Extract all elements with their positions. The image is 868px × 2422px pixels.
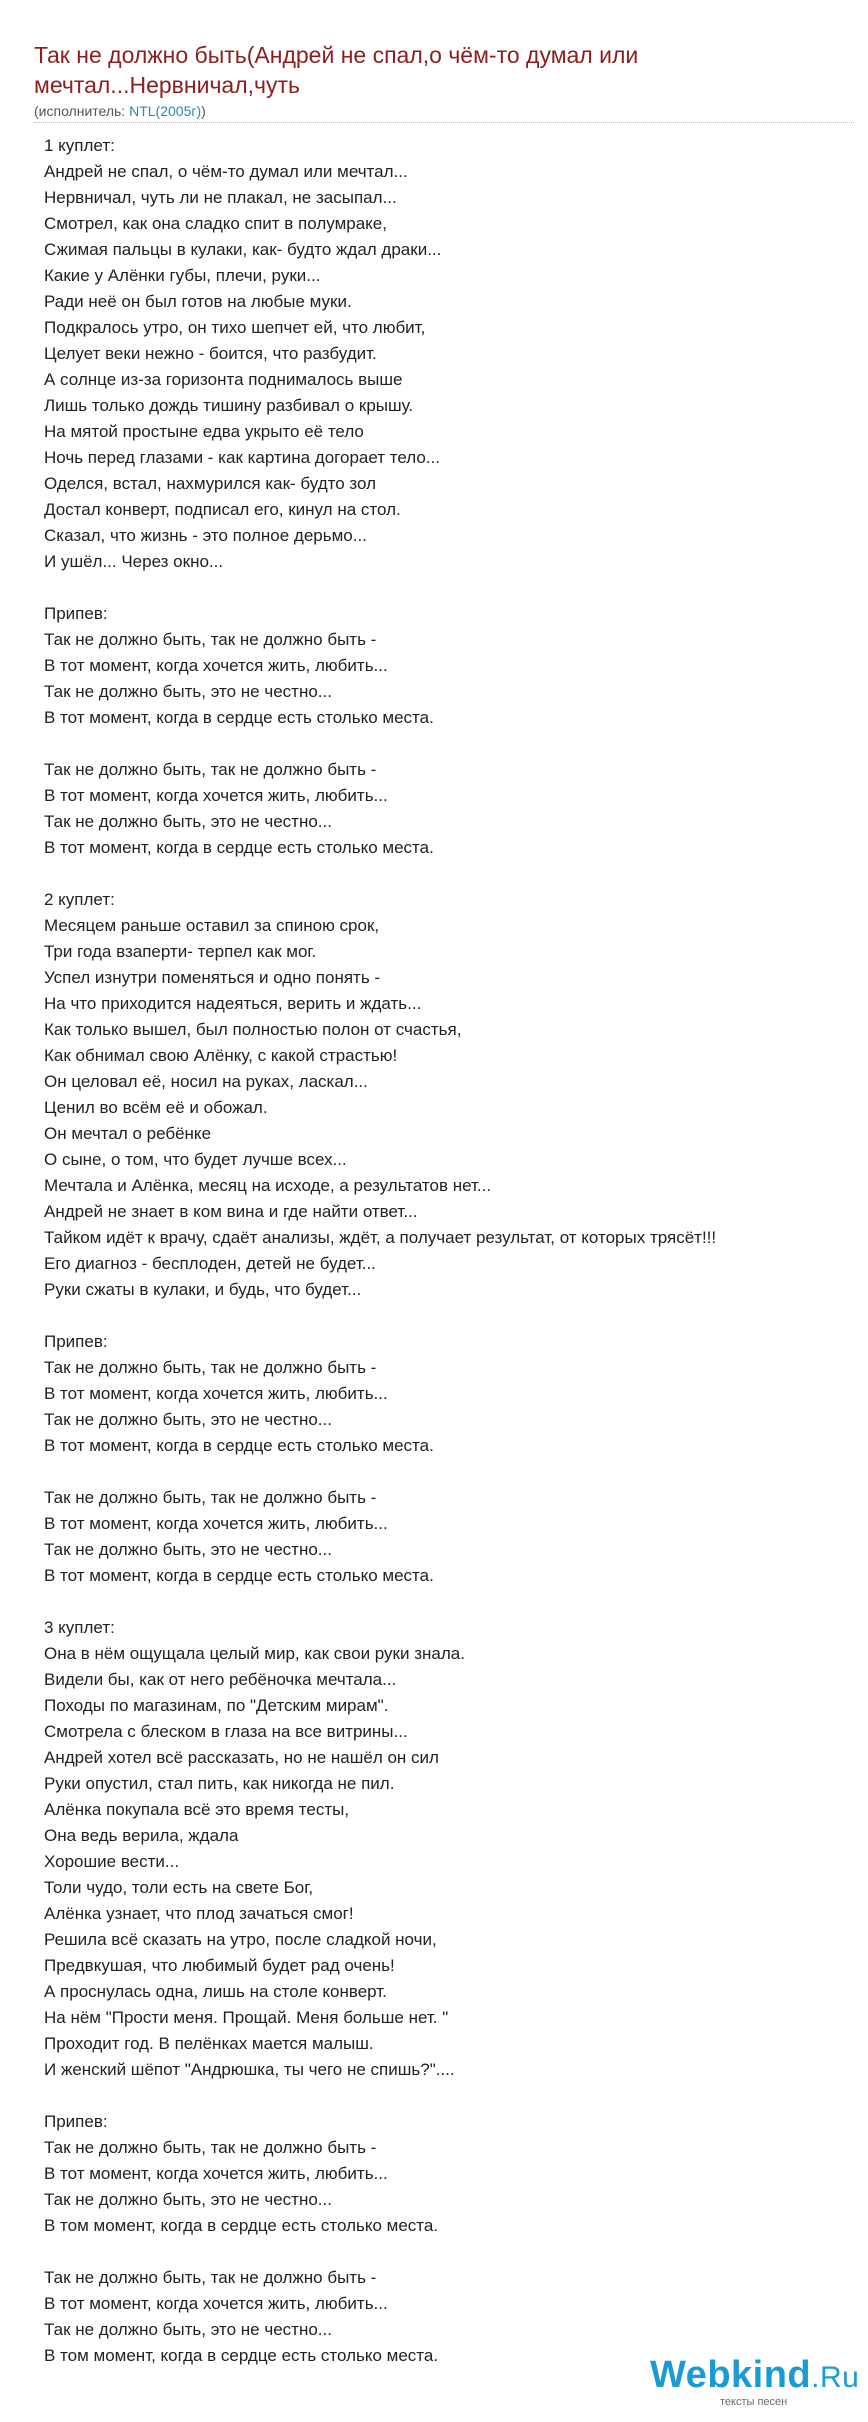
lyric-line: Целует веки нежно - боится, что разбудит. — [44, 344, 377, 363]
lyric-line: Так не должно быть, это не честно... — [44, 1410, 332, 1429]
artist-line — [34, 102, 864, 120]
lyric-line: Смотрел, как она сладко спит в полумраке, — [44, 214, 387, 233]
lyric-line: Она в нём ощущала целый мир, как свои руки знала. — [44, 1644, 465, 1663]
lyric-line: Оделся, встал, нахмурился как- будто зол — [44, 474, 376, 493]
lyric-line: В тот момент, когда хочется жить, любить... — [44, 1384, 388, 1403]
lyric-line: Решила всё сказать на утро, после сладкой ночи, — [44, 1930, 437, 1949]
lyric-line: На нём "Прости меня. Прощай. Меня больше нет. " — [44, 2008, 449, 2027]
lyrics-body — [44, 133, 864, 2369]
lyric-line: Походы по магазинам, по "Детским мирам". — [44, 1696, 389, 1715]
lyric-line: В том момент, когда в сердце есть столько места. — [44, 2346, 439, 2365]
lyric-line: Так не должно быть, это не честно... — [44, 682, 332, 701]
lyric-line: Три года взаперти- терпел как мог. — [44, 942, 317, 961]
lyric-line: В тот момент, когда в сердце есть столько места. — [44, 708, 434, 727]
lyric-line: Лишь только дождь тишину разбивал о крышу. — [44, 396, 414, 415]
lyric-line: Сказал, что жизнь - это полное дерьмо... — [44, 526, 367, 545]
logo-tld: .Ru — [811, 2361, 860, 2394]
lyric-line: Сжимая пальцы в кулаки, как- будто ждал драки... — [44, 240, 442, 259]
lyric-line: Так не должно быть, так не должно быть - — [44, 2138, 377, 2157]
blank-line — [44, 1303, 864, 1329]
lyric-line: Успел изнутри поменяться и одно понять - — [44, 968, 381, 987]
lyric-line: В том момент, когда в сердце есть столько места. — [44, 2216, 439, 2235]
logo-main-text: Webkind — [650, 2354, 812, 2396]
lyric-line: На что приходится надеяться, верить и ждать... — [44, 994, 422, 1013]
lyric-line: Так не должно быть, это не честно... — [44, 1540, 332, 1559]
lyric-line: Видели бы, как от него ребёночка мечтала... — [44, 1670, 397, 1689]
blank-line — [44, 575, 864, 601]
lyric-line: Так не должно быть, это не честно... — [44, 812, 332, 831]
blank-line — [44, 731, 864, 757]
blank-line — [44, 2239, 864, 2265]
lyric-line: Так не должно быть, так не должно быть - — [44, 1488, 377, 1507]
lyric-line: Подкралось утро, он тихо шепчет ей, что любит, — [44, 318, 426, 337]
lyric-line: Руки сжаты в кулаки, и будь, что будет... — [44, 1280, 362, 1299]
lyric-line: В тот момент, когда хочется жить, любить... — [44, 1514, 388, 1533]
artist-prefix: (исполнитель: — [34, 103, 130, 119]
artist-suffix: ) — [201, 103, 206, 119]
lyric-line: В тот момент, когда хочется жить, любить... — [44, 2164, 388, 2183]
lyric-line: В тот момент, когда в сердце есть столько места. — [44, 838, 434, 857]
lyric-line: 3 куплет: — [44, 1618, 115, 1637]
lyric-line: Андрей не спал, о чём-то думал или мечтал... — [44, 162, 408, 181]
lyric-line: Толи чудо, толи есть на свете Бог, — [44, 1878, 314, 1897]
lyric-line: Проходит год. В пелёнках мается малыш. — [44, 2034, 374, 2053]
lyric-line: В тот момент, когда в сердце есть столько места. — [44, 1436, 434, 1455]
lyric-line: Нервничал, чуть ли не плакал, не засыпал... — [44, 188, 397, 207]
lyric-line: Смотрела с блеском в глаза на все витрины... — [44, 1722, 408, 1741]
lyric-line: Припев: — [44, 2112, 108, 2131]
lyric-line: Так не должно быть, так не должно быть - — [44, 2268, 377, 2287]
lyric-line: Как обнимал свою Алёнку, с какой страстью! — [44, 1046, 398, 1065]
lyric-line: Алёнка узнает, что плод зачаться смог! — [44, 1904, 354, 1923]
lyric-line: Мечтала и Алёнка, месяц на исходе, а результатов нет... — [44, 1176, 492, 1195]
lyric-line: Ради неё он был готов на любые муки. — [44, 292, 352, 311]
lyric-line: Месяцем раньше оставил за спиною срок, — [44, 916, 380, 935]
lyric-line: А солнце из-за горизонта поднималось выше — [44, 370, 403, 389]
lyric-line: В тот момент, когда хочется жить, любить... — [44, 656, 388, 675]
song-header — [34, 40, 864, 120]
lyric-line: Так не должно быть, так не должно быть - — [44, 630, 377, 649]
song-title: Так не должно быть(Андрей не спал,о чём-то думал или мечтал...Нервничал,чуть — [34, 42, 639, 98]
lyric-line: Припев: — [44, 604, 108, 623]
lyric-line: Она ведь верила, ждала — [44, 1826, 239, 1845]
webkind-logo[interactable] — [650, 2353, 860, 2413]
lyric-line: И женский шёпот "Андрюшка, ты чего не спишь?".... — [44, 2060, 455, 2079]
lyric-line: Припев: — [44, 1332, 108, 1351]
blank-line — [44, 1589, 864, 1615]
lyric-line: На мятой простыне едва укрыто её тело — [44, 422, 364, 441]
lyric-line: Так не должно быть, это не честно... — [44, 2190, 332, 2209]
lyric-line: Андрей не знает в ком вина и где найти ответ... — [44, 1202, 418, 1221]
logo-tagline: тексты песен — [720, 2396, 788, 2408]
lyric-line: Он целовал её, носил на руках, ласкал... — [44, 1072, 368, 1091]
lyric-line: Он мечтал о ребёнке — [44, 1124, 212, 1143]
lyric-line: Достал конверт, подписал его, кинул на стол. — [44, 500, 401, 519]
lyric-line: О сыне, о том, что будет лучше всех... — [44, 1150, 347, 1169]
lyric-line: Как только вышел, был полностью полон от счастья, — [44, 1020, 462, 1039]
lyric-line: Тайком идёт к врачу, сдаёт анализы, ждёт, а получает результат, от которых трясёт!!! — [44, 1228, 717, 1247]
logo-wordmark — [650, 2353, 859, 2400]
lyric-line: Предвкушая, что любимый будет рад очень! — [44, 1956, 395, 1975]
blank-line — [44, 861, 864, 887]
lyric-line: В тот момент, когда хочется жить, любить... — [44, 2294, 388, 2313]
artist-link[interactable]: NTL(2005г) — [129, 103, 202, 119]
lyric-line: Так не должно быть, это не честно... — [44, 2320, 332, 2339]
blank-line — [44, 2083, 864, 2109]
lyric-line: 2 куплет: — [44, 890, 115, 909]
lyric-line: А проснулась одна, лишь на столе конверт. — [44, 1982, 387, 2001]
lyric-line: Алёнка покупала всё это время тесты, — [44, 1800, 350, 1819]
lyric-line: Ценил во всём её и обожал. — [44, 1098, 268, 1117]
blank-line — [44, 1459, 864, 1485]
lyric-line: Так не должно быть, так не должно быть - — [44, 760, 377, 779]
lyric-line: В тот момент, когда хочется жить, любить... — [44, 786, 388, 805]
header-divider — [34, 122, 854, 123]
lyric-line: И ушёл... Через окно... — [44, 552, 224, 571]
lyric-line: Его диагноз - бесплоден, детей не будет... — [44, 1254, 376, 1273]
lyric-line: Руки опустил, стал пить, как никогда не пил. — [44, 1774, 395, 1793]
lyric-line: 1 куплет: — [44, 136, 115, 155]
lyric-line: Ночь перед глазами - как картина догорает тело... — [44, 448, 440, 467]
lyric-line: В тот момент, когда в сердце есть столько места. — [44, 1566, 434, 1585]
lyric-line: Так не должно быть, так не должно быть - — [44, 1358, 377, 1377]
lyric-line: Андрей хотел всё рассказать, но не нашёл он сил — [44, 1748, 439, 1767]
lyric-line: Какие у Алёнки губы, плечи, руки... — [44, 266, 321, 285]
lyric-line: Хорошие вести... — [44, 1852, 180, 1871]
